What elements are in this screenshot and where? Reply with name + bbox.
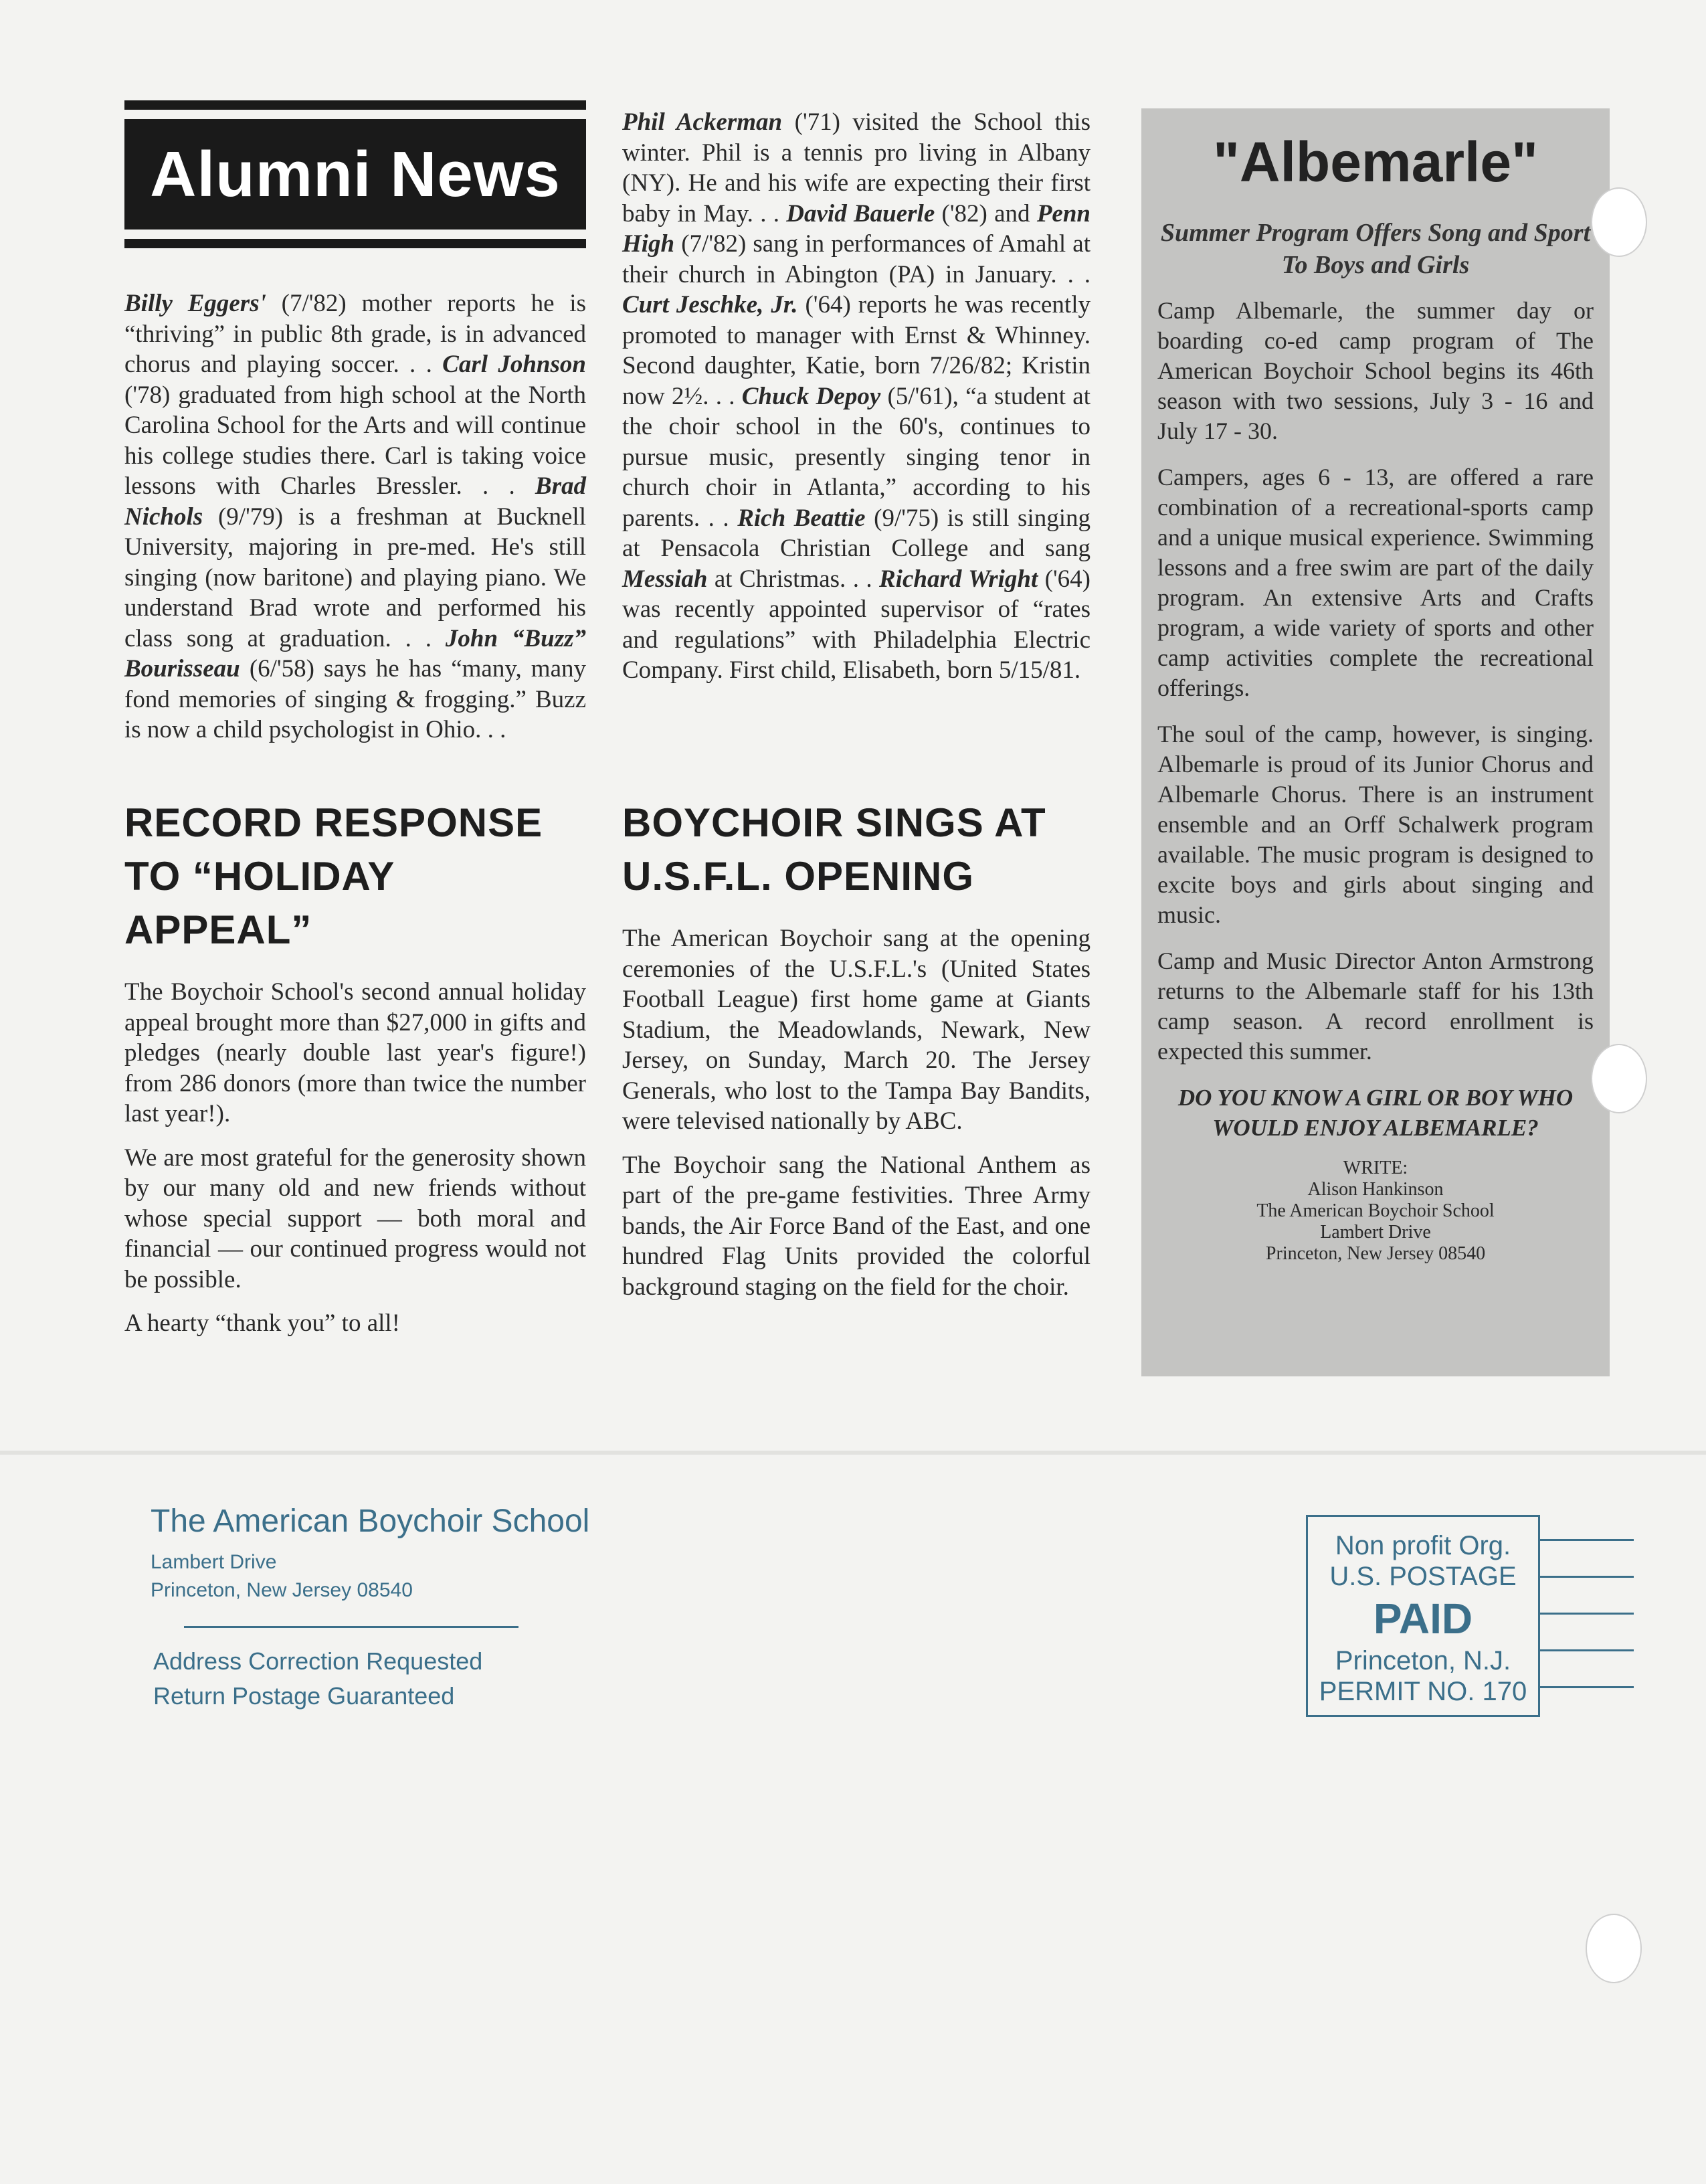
- alumni-name: John “Buzz” Bourisseau: [124, 624, 586, 682]
- record-paragraph-1: The Boychoir School's second annual holiday appeal brought more than $27,000 in gifts and pledges (nearly double last year's figure!) from 286 donors (more than twice the number last year!).: [124, 978, 586, 1127]
- sender-city: Princeton, New Jersey 08540: [151, 1579, 413, 1601]
- column-left: [124, 100, 586, 1337]
- albemarle-contact-city: Princeton, New Jersey 08540: [1265, 1243, 1486, 1264]
- address-correction-note: Address Correction Requested: [153, 1647, 483, 1675]
- permit-ruled-lines: [1540, 1539, 1634, 1723]
- return-address-block: [151, 1502, 589, 1714]
- albemarle-contact-name: Alison Hankinson: [1307, 1179, 1444, 1200]
- alumni-name: Rich Beattie: [737, 504, 866, 532]
- record-paragraph-3: A hearty “thank you” to all!: [124, 1309, 401, 1337]
- alumni-title-work: Messiah: [622, 565, 708, 593]
- alumni-text: ('64) was recently appointed supervisor of “rates and regulations” with Philadelphia Electric Company. First child, Elisabeth, born 5/15/81.: [622, 565, 1091, 684]
- alumni-text: (6/'58) says he has “many, many fond memories of singing & frogging.” Buzz is now a child psychologist in Ohio. . .: [124, 655, 586, 743]
- alumni-name: Penn High: [622, 199, 1091, 258]
- permit-rule: [1540, 1649, 1634, 1651]
- binder-hole-middle: [1591, 1044, 1647, 1113]
- return-postage-note: Return Postage Guaranteed: [153, 1682, 455, 1710]
- usfl-paragraph-2: The Boychoir sang the National Anthem as part of the pre-game festivities. Three Army bands, the Air Force Band of the East, and one hundred Flag Units provided the colorful background staging on the field for the choir.: [622, 1151, 1091, 1301]
- sender-divider: [184, 1626, 518, 1628]
- albemarle-paragraph-4: Camp and Music Director Anton Armstrong returns to the Albemarle staff for his 13th camp season. A record enrollment is expected this summer.: [1157, 947, 1594, 1065]
- alumni-news-banner: [124, 119, 586, 230]
- record-response-heading: RECORD RESPONSE TO “HOLIDAY APPEAL”: [124, 800, 543, 952]
- alumni-text: ('71) visited the School this winter. Phil is a tennis pro living in Albany (NY). He and his wife are expecting their first baby in May. . .: [622, 108, 1091, 227]
- alumni-text: (9/'75) is still singing at Pensacola Christian College and sang: [622, 504, 1091, 562]
- sender-street: Lambert Drive: [151, 1551, 277, 1573]
- usfl-paragraph-1: The American Boychoir sang at the opening ceremonies of the U.S.F.L.'s (United States Football League) first home game at Giants Stadium, the Meadowlands, Newark, New Jersey, on Sunday, March 20. The Jersey Generals, who lost to the Tampa Bay Bandits, were televised nationally by ABC.: [622, 925, 1091, 1135]
- alumni-text: (7/'82) sang in performances of Amahl at their church in Abington (PA) in January. . .: [622, 230, 1091, 288]
- albemarle-title: "Albemarle": [1213, 130, 1538, 193]
- binder-hole-top: [1591, 187, 1647, 257]
- alumni-text: ('82) and: [935, 199, 1037, 227]
- alumni-notes-part2: [622, 107, 1091, 686]
- banner-rule-bottom: [124, 239, 586, 248]
- column-middle: [622, 107, 1091, 1301]
- albemarle-sidebar: [1141, 108, 1610, 1376]
- permit-line-4: PERMIT NO. 170: [1319, 1677, 1527, 1706]
- binder-hole-bottom: [1586, 1914, 1642, 1983]
- alumni-name: David Bauerle: [786, 199, 935, 227]
- record-response-article: [124, 796, 586, 1352]
- alumni-text: (5/'61), “a student at the choir school in the 60's, continues to pursue music, presently singing tenor in church choir in Atlanta,” according to his parents. . .: [622, 382, 1091, 532]
- alumni-name: Chuck Depoy: [741, 382, 881, 410]
- albemarle-paragraph-2: Campers, ages 6 - 13, are offered a rare combination of a recreational-sports camp and a unique musical experience. Swimming lessons and a free swim are part of the daily program. An extensive Arts and Crafts program, a wide variety of sports and other camp activities complete the recreational offerings.: [1157, 464, 1594, 701]
- alumni-text: ('64) reports he was recently promoted to manager with Ernst & Whinney. Second daughter, Katie, born 7/26/82; Kristin now 2½. . .: [622, 291, 1091, 410]
- alumni-name: Billy Eggers': [124, 290, 266, 317]
- alumni-name: Phil Ackerman: [622, 108, 783, 136]
- sender-organization: The American Boychoir School: [151, 1504, 590, 1539]
- banner-rule-top: [124, 100, 586, 110]
- alumni-name: Brad Nichols: [124, 472, 586, 531]
- alumni-name: Curt Jeschke, Jr.: [622, 291, 798, 318]
- albemarle-contact-org: The American Boychoir School: [1256, 1200, 1495, 1221]
- alumni-name: Richard Wright: [879, 565, 1038, 593]
- alumni-text: (7/'82) mother reports he is “thriving” in public 8th grade, is in advanced chorus and playing soccer. . .: [124, 290, 586, 378]
- albemarle-subtitle: Summer Program Offers Song and Sport To Boys and Girls: [1160, 219, 1591, 279]
- permit-paid: PAID: [1373, 1595, 1473, 1643]
- page-fold-line: [0, 1451, 1706, 1455]
- usfl-article: [622, 796, 1091, 1315]
- permit-line-1: Non profit Org.: [1335, 1531, 1511, 1560]
- alumni-text: at Christmas. . .: [707, 565, 879, 593]
- albemarle-paragraph-3: The soul of the camp, however, is singing. Albemarle is proud of its Junior Chorus and Albemarle Chorus. There is an instrument ensemble and an Orff Schalwerk program available. The music program is designed to excite boys and girls about singing and music.: [1157, 721, 1594, 928]
- alumni-name: Carl Johnson: [442, 351, 586, 378]
- alumni-text: (9/'79) is a freshman at Bucknell University, majoring in pre-med. He's still singing (now baritone) and playing piano. We understand Brad wrote and performed his class song at graduation. . .: [124, 503, 586, 652]
- albemarle-write-label: WRITE:: [1343, 1158, 1408, 1178]
- alumni-text: ('78) graduated from high school at the North Carolina School for the Arts and will continue his college studies there. Carl is taking voice lessons with Charles Bressler. . .: [124, 381, 586, 500]
- albemarle-contact-street: Lambert Drive: [1320, 1222, 1431, 1243]
- permit-line-2: U.S. POSTAGE: [1329, 1562, 1517, 1591]
- albemarle-call-to-action: DO YOU KNOW A GIRL OR BOY WHO WOULD ENJOY ALBEMARLE?: [1177, 1085, 1574, 1141]
- usfl-heading: BOYCHOIR SINGS AT U.S.F.L. OPENING: [622, 800, 1046, 899]
- permit-rule: [1540, 1539, 1634, 1541]
- permit-rule: [1540, 1613, 1634, 1615]
- permit-rule: [1540, 1576, 1634, 1578]
- banner-title: Alumni News: [150, 138, 561, 210]
- record-paragraph-2: We are most grateful for the generosity shown by our many old and new friends without whose special support — both moral and financial — our continued progress would not be possible.: [124, 1144, 586, 1293]
- permit-rule: [1540, 1686, 1634, 1688]
- postage-permit-box: [1306, 1515, 1540, 1717]
- permit-line-3: Princeton, N.J.: [1335, 1646, 1511, 1675]
- alumni-notes-part1: [124, 288, 586, 745]
- albemarle-paragraph-1: Camp Albemarle, the summer day or boarding co-ed camp program of The American Boychoir School begins its 46th season with two sessions, July 3 - 16 and July 17 - 30.: [1157, 297, 1594, 444]
